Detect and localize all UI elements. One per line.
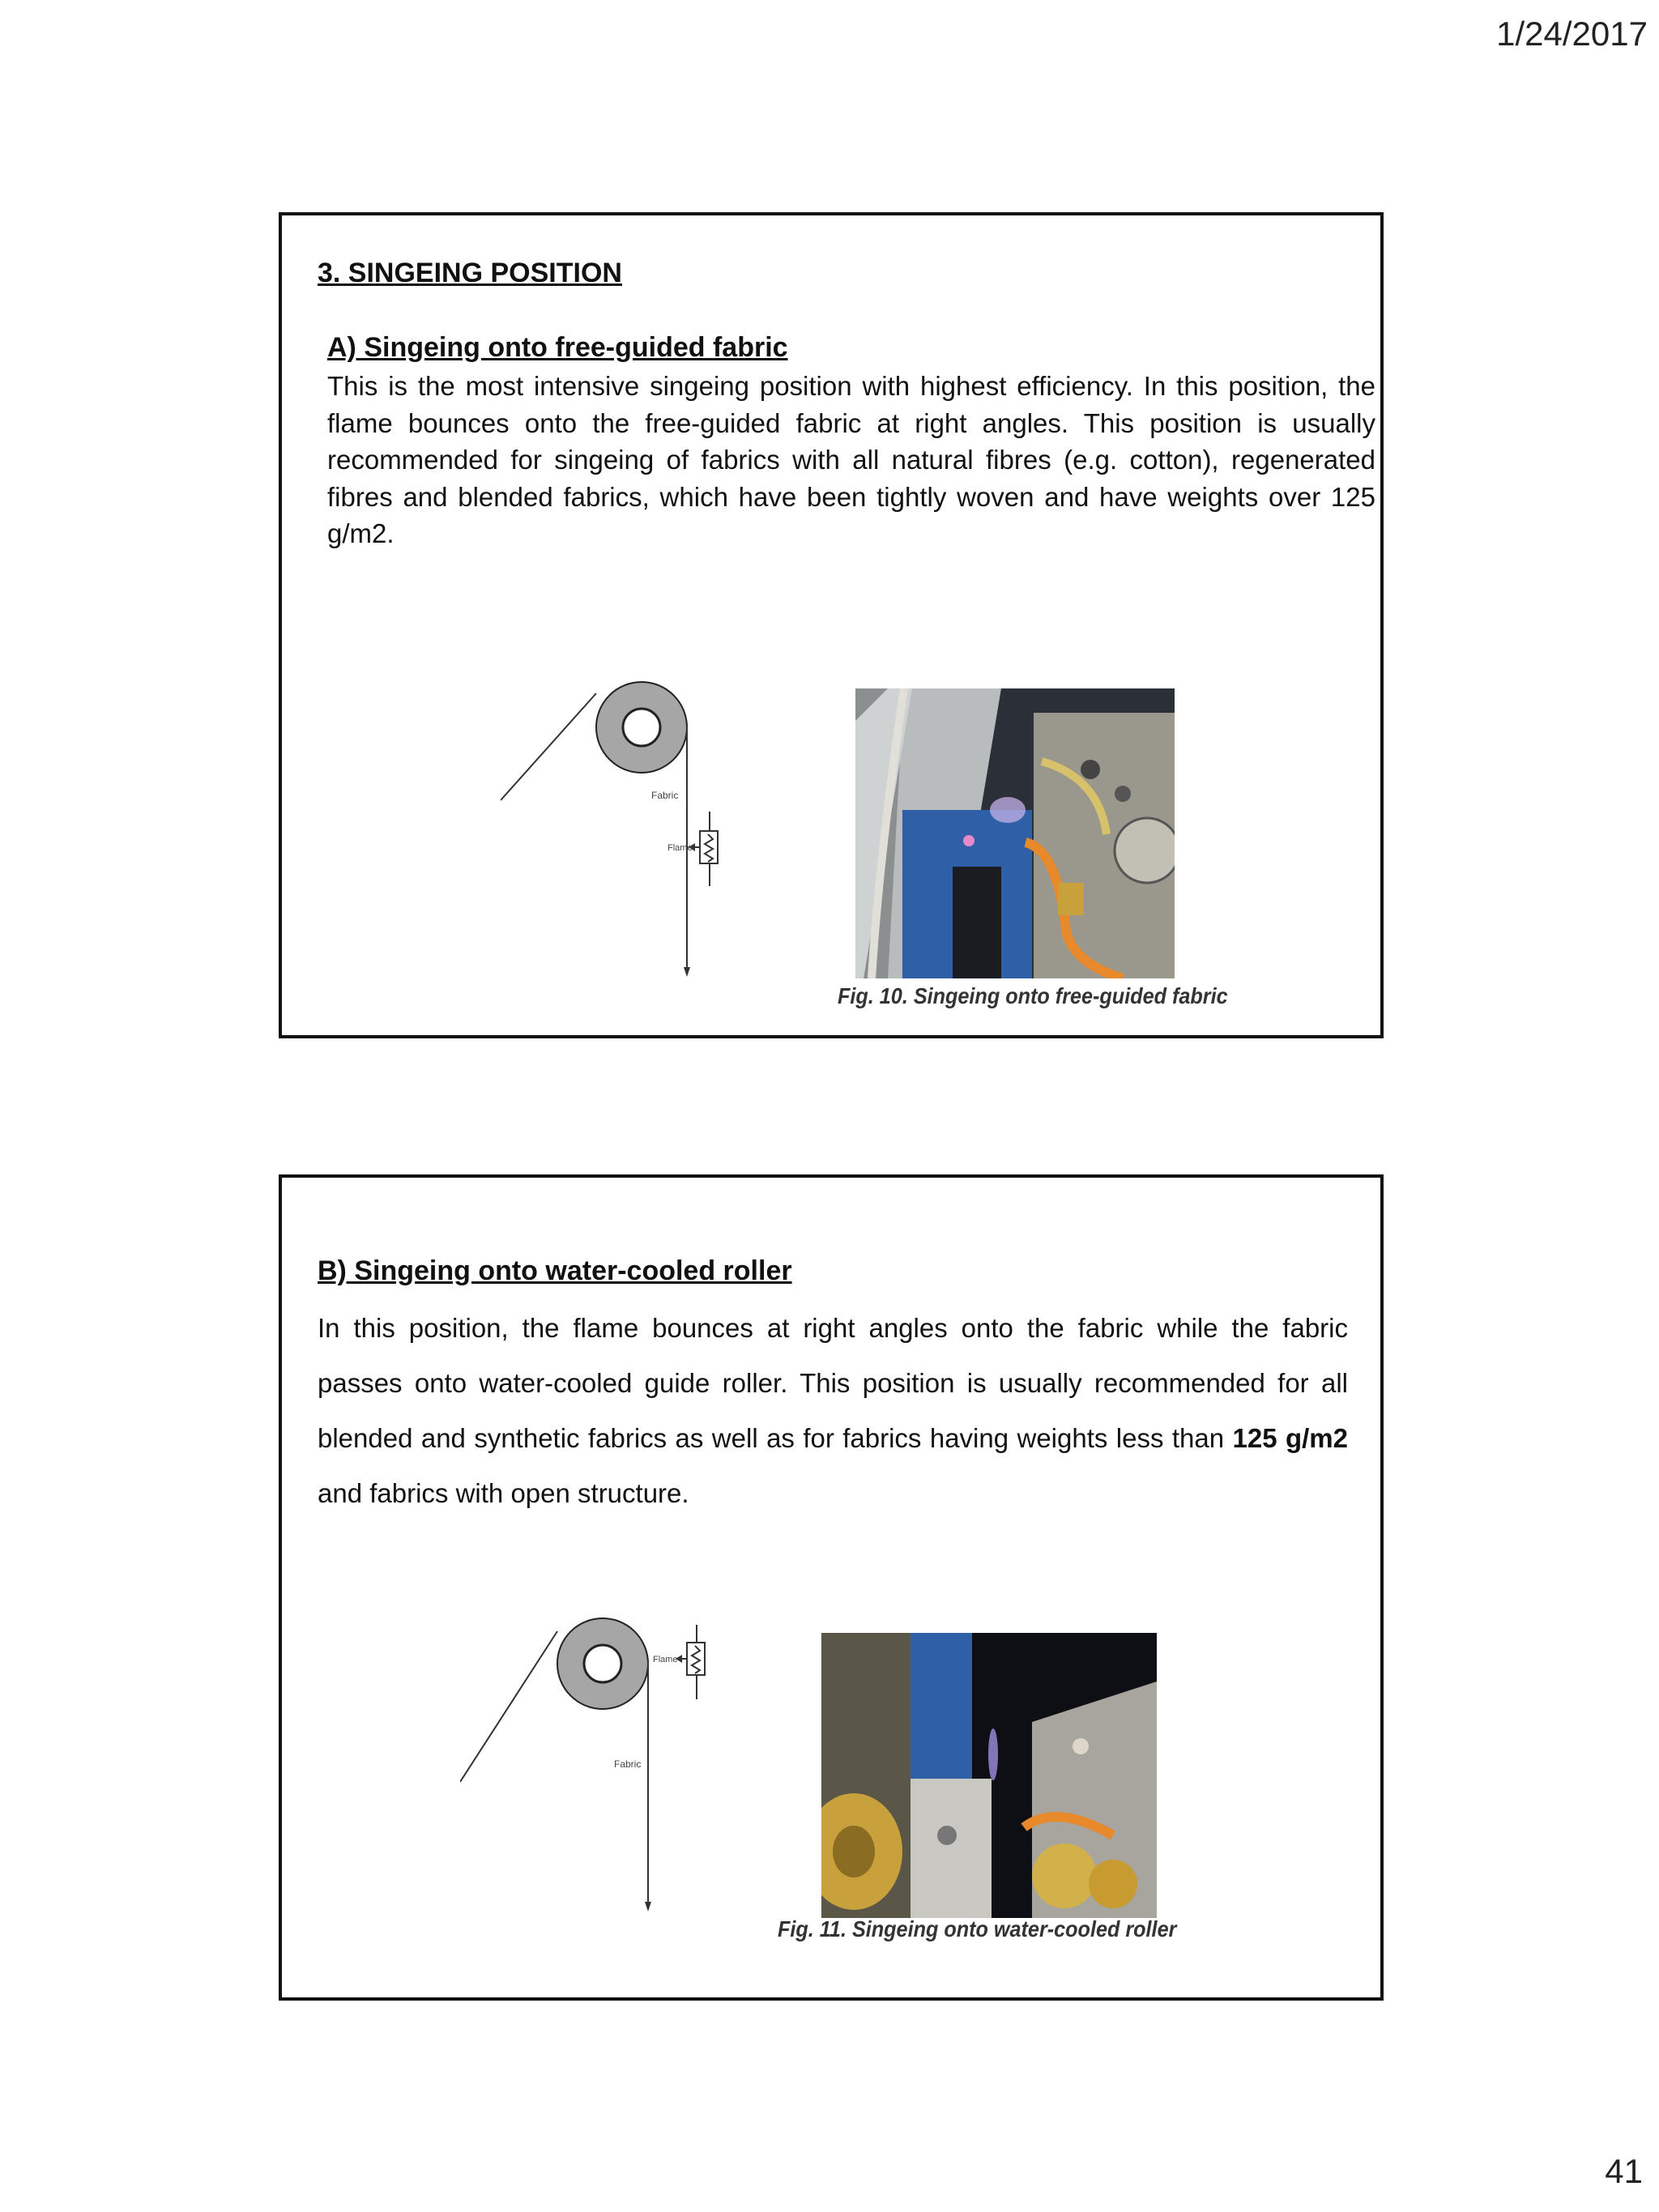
paragraph-water-cooled — [318, 1301, 1348, 1521]
page-number: 41 — [1605, 2152, 1643, 2190]
roller-hole — [584, 1645, 621, 1682]
figure-caption: Fig. 11. Singeing onto water-cooled roller — [778, 1916, 1177, 1941]
diagram-free-guided — [501, 677, 727, 985]
subheading-water-cooled: B) Singeing onto water-cooled roller — [318, 1255, 792, 1286]
roller-hole — [623, 709, 660, 746]
photo-water-cooled — [821, 1633, 1157, 1918]
figure-caption: Fig. 10. Singeing onto free-guided fabric — [838, 983, 1228, 1008]
fabric-diagonal — [460, 1631, 557, 1782]
slide-singeing-water-cooled — [279, 1174, 1384, 2001]
paragraph-text-1: In this position, the flame bounces at right angles onto the fabric while the fabric passes onto water-cooled guide roller. This position is usually recommended for all blended and synthetic fabrics as well as for fabrics having weights less than — [318, 1313, 1348, 1453]
fabric-arrow-head — [645, 1902, 651, 1912]
fabric-arrow-head — [684, 967, 690, 977]
fabric-diagonal — [501, 693, 596, 800]
burner-icon — [689, 812, 718, 886]
slide-singeing-free-guided — [279, 212, 1384, 1038]
paragraph-bold-weight: 125 g/m2 — [1232, 1423, 1349, 1453]
label-flame: Flame — [653, 1655, 678, 1664]
section-title: 3. SINGEING POSITION — [318, 258, 622, 288]
label-flame: Flame — [667, 843, 693, 853]
paragraph-text-2: and fabrics with open structure. — [318, 1478, 689, 1508]
subheading-free-guided: A) Singeing onto free-guided fabric — [327, 332, 788, 363]
page-date: 1/24/2017 — [1496, 15, 1648, 53]
label-fabric: Fabric — [614, 1758, 642, 1770]
paragraph-free-guided: This is the most intensive singeing position with highest efficiency. In this position, the flame bounces onto the free-guided fabric at right angles. This position is usually recommended for singeing of fabrics with all natural fibres (e.g. cotton), regenerated fibres and blended fabrics, which have been tightly woven and have weights over 125 g/m2. — [327, 371, 1375, 548]
photo-free-guided — [855, 688, 1175, 978]
diagram-water-cooled — [460, 1615, 719, 1923]
burner-icon — [676, 1625, 705, 1699]
label-fabric: Fabric — [651, 790, 679, 801]
